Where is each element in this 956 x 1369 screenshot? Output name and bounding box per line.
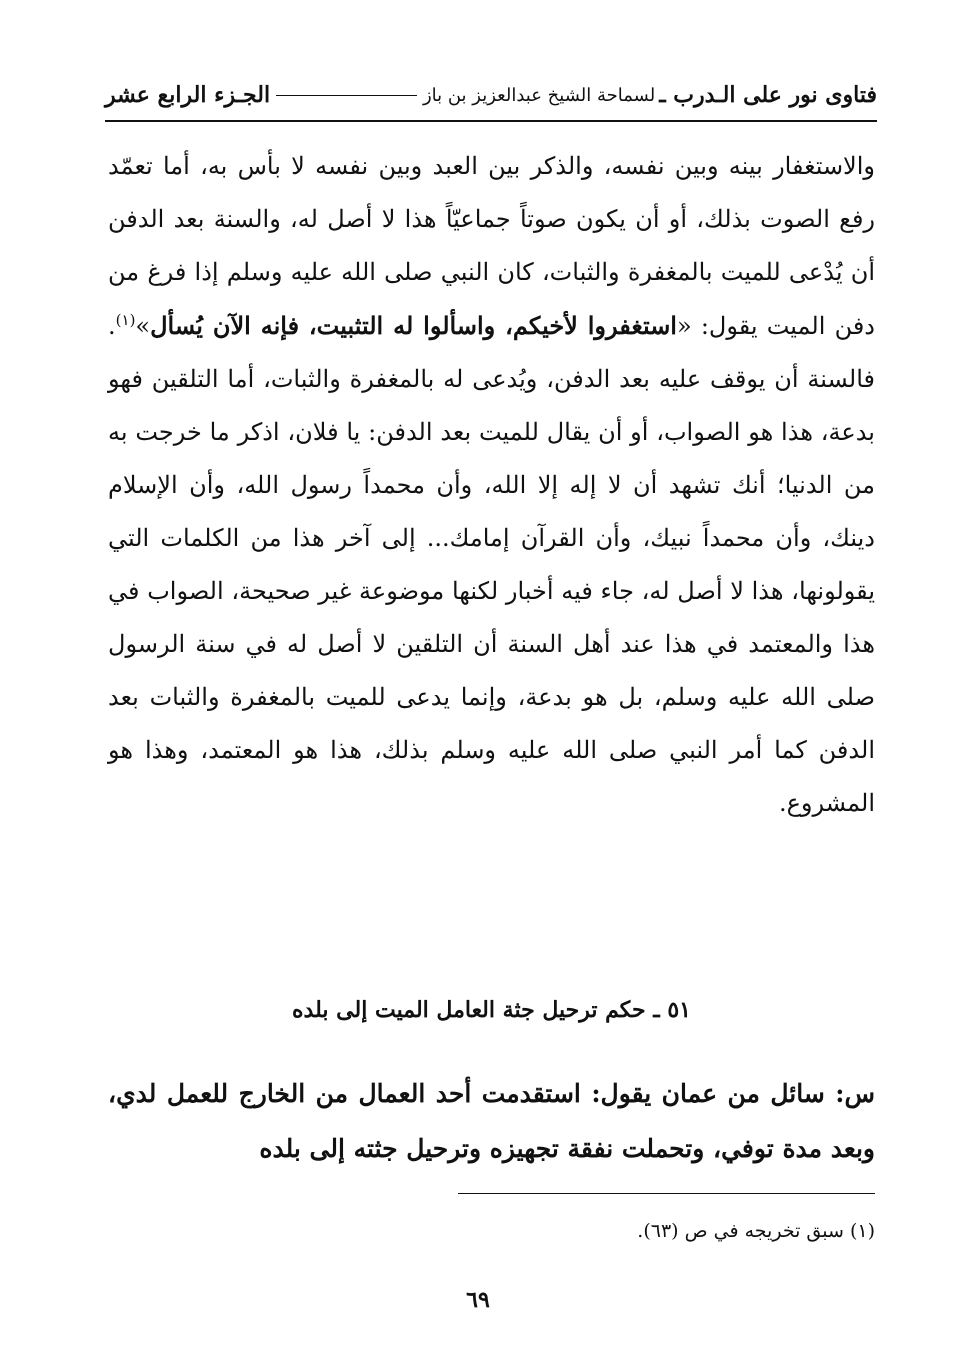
- author-name: لسماحة الشيخ عبدالعزيز بن باز: [422, 84, 656, 106]
- running-header: [105, 78, 877, 112]
- body-paragraph: [108, 140, 875, 830]
- body-text-part-1: والاستغفار بينه وبين نفسه، والذكر بين العبد وبين نفسه لا بأس به، أما تعمّد رفع الصوت بذلك، أو أن يكون صوتاً جماعيّاً هذا لا أصل له، والسنة بعد الدفن أن يُدْعى للميت بالمغفرة والثبات، كان النبي صلى الله عليه وسلم إذا فرغ من دفن الميت يقول: «: [108, 152, 875, 340]
- hadith-quote: استغفروا لأخيكم، واسألوا له التثبيت، فإنه الآن يُسأل: [150, 311, 677, 340]
- footnote-text: (١) سبق تخريجه في ص (٦٣).: [637, 1220, 875, 1242]
- body-text-part-2: . فالسنة أن يوقف عليه بعد الدفن، ويُدعى له بالمغفرة والثبات، أما التلقين فهو بدعة، هذا هو الصواب، أو أن يقال للميت بعد الدفن: يا فلان، اذكر ما خرجت به من الدنيا؛ أنك تشهد أن لا إله إلا الله، وأن محمداً رسول الله، وأن الإسلام دينك، وأن محمداً نبيك، وأن القرآن إمامك... إلى آخر هذا من الكلمات التي يقولونها، هذا لا أصل له، جاء فيه أخبار لكنها موضوعة غير صحيحة، الصواب في هذا والمعتمد في هذا عند أهل السنة أن التلقين لا أصل له في سنة الرسول صلى الله عليه وسلم، بل هو بدعة، وإنما يدعى للميت بالمغفرة والثبات بعد الدفن كما أمر النبي صلى الله عليه وسلم بذلك، هذا هو المعتمد، وهذا هو المشروع.: [108, 312, 875, 817]
- question-text: س: سائل من عمان يقول: استقدمت أحد العمال من الخارج للعمل لدي، وبعد مدة توفي، وتحملت نفقة تجهيزه وترحيل جثته إلى بلده: [108, 1079, 875, 1163]
- volume-part: الجـزء الرابع عشر: [105, 82, 271, 108]
- section-heading: ٥١ ـ حكم ترحيل جثة العامل الميت إلى بلده: [292, 997, 691, 1023]
- quote-close-mark: »: [135, 312, 151, 340]
- footnote-rule: [458, 1193, 875, 1194]
- header-rule: [105, 120, 877, 122]
- footnote-reference[interactable]: (١): [115, 311, 136, 329]
- page-number: ٦٩: [466, 1287, 490, 1313]
- book-title: فتاوى نور على الـدرب ـ: [659, 82, 877, 108]
- header-dash-line: [276, 95, 417, 96]
